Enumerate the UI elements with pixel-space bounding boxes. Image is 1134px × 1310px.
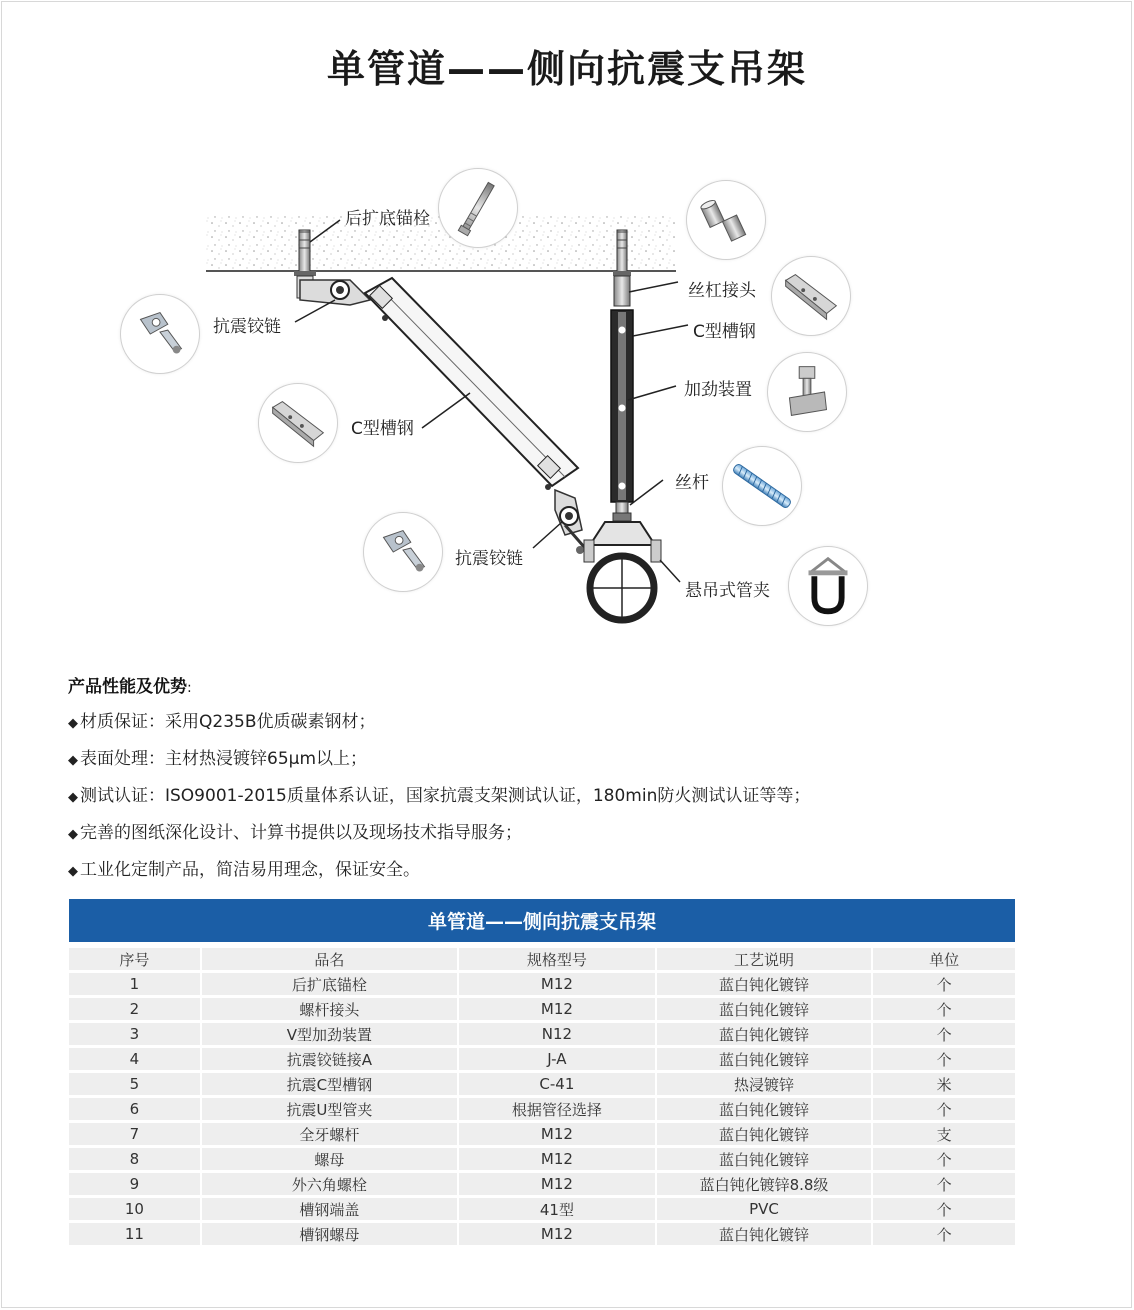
cell-index: 10 [69,1198,200,1220]
cell-unit: 个 [873,1048,1015,1070]
table-row [69,998,1015,1020]
cell-name: 全牙螺杆 [202,1123,457,1145]
thumb-stiffener-icon [767,352,847,432]
cell-spec: 41型 [459,1198,655,1220]
features-title: 产品性能及优势: [68,677,192,697]
label-hinge-bottom: 抗震铰链 [455,549,523,569]
cell-unit: 个 [873,1173,1015,1195]
cell-spec: C-41 [459,1073,655,1095]
cell-unit: 个 [873,1023,1015,1045]
cell-unit: 个 [873,1148,1015,1170]
feature-item: ◆ 表面处理：主材热浸镀锌65μm以上； [68,749,368,769]
cell-unit: 个 [873,1223,1015,1245]
table-row [69,1048,1015,1070]
features-section [68,672,1068,896]
thumb-hinge-bottom-icon [363,512,443,592]
cell-unit: 个 [873,998,1015,1020]
feature-item: ◆ 工业化定制产品，简洁易用理念，保证安全。 [68,860,420,880]
label-threaded-rod: 丝杆 [675,473,709,493]
cell-spec: N12 [459,1023,655,1045]
cell-spec: M12 [459,1173,655,1195]
cell-index: 3 [69,1023,200,1045]
label-c-channel-right: C型槽钢 [693,322,756,342]
cell-name: 槽钢螺母 [202,1223,457,1245]
header-name: 品名 [202,948,457,970]
cell-process: 蓝白钝化镀锌 [657,998,872,1020]
cell-process: 热浸镀锌 [657,1073,872,1095]
thumb-rod-connector-icon [686,180,766,260]
label-pipe-clamp: 悬吊式管夹 [685,581,770,601]
table-row [69,1073,1015,1095]
header-index: 序号 [69,948,200,970]
thumb-hinge-top-icon [120,294,200,374]
cell-process: 蓝白钝化镀锌 [657,1123,872,1145]
cell-spec: M12 [459,973,655,995]
thumb-threaded-rod-icon [722,446,802,526]
thumb-c-channel-left-icon [258,383,338,463]
cell-name: 抗震铰链接A [202,1048,457,1070]
cell-unit: 米 [873,1073,1015,1095]
cell-index: 2 [69,998,200,1020]
cell-process: 蓝白钝化镀锌 [657,1023,872,1045]
cell-process: 蓝白钝化镀锌8.8级 [657,1173,872,1195]
cell-index: 4 [69,1048,200,1070]
label-c-channel-left: C型槽钢 [351,419,414,439]
page-title: 单管道——侧向抗震支吊架 [326,47,807,91]
cell-name: 抗震C型槽钢 [202,1073,457,1095]
header-unit: 单位 [873,948,1015,970]
label-anchor-bolt: 后扩底锚栓 [345,209,430,229]
support-diagram [0,150,1134,650]
cell-spec: 根据管径选择 [459,1098,655,1120]
vertical-assembly [611,230,633,521]
table-row [69,1148,1015,1170]
cell-name: 外六角螺栓 [202,1173,457,1195]
cell-index: 9 [69,1173,200,1195]
cell-unit: 个 [873,1198,1015,1220]
cell-process: 蓝白钝化镀锌 [657,1148,872,1170]
cell-process: 蓝白钝化镀锌 [657,1048,872,1070]
spec-table [67,896,1017,1248]
label-rod-connector: 丝杠接头 [688,281,756,301]
cell-name: 螺母 [202,1148,457,1170]
thumb-pipe-clamp-icon [788,546,868,626]
cell-name: 螺杆接头 [202,998,457,1020]
cell-spec: M12 [459,1148,655,1170]
feature-item: ◆ 测试认证：ISO9001-2015质量体系认证，国家抗震支架测试认证，180min防火测试认证等等； [68,786,811,806]
cell-name: 抗震U型管夹 [202,1098,457,1120]
cell-process: 蓝白钝化镀锌 [657,1098,872,1120]
hinge-bottom [555,490,585,554]
label-stiffener: 加劲装置 [684,380,752,400]
table-row [69,1223,1015,1245]
pipe-clamp [584,522,661,620]
header-spec: 规格型号 [459,948,655,970]
cell-index: 11 [69,1223,200,1245]
cell-name: 槽钢端盖 [202,1198,457,1220]
cell-process: 蓝白钝化镀锌 [657,1223,872,1245]
table-row [69,1023,1015,1045]
cell-unit: 个 [873,1098,1015,1120]
table-row [69,1098,1015,1120]
cell-spec: J-A [459,1048,655,1070]
cell-name: V型加劲装置 [202,1023,457,1045]
table-row [69,1123,1015,1145]
feature-item: ◆ 材质保证：采用Q235B优质碳素钢材； [68,712,376,732]
cell-process: PVC [657,1198,872,1220]
table-title: 单管道——侧向抗震支吊架 [69,899,1015,945]
cell-index: 7 [69,1123,200,1145]
thumb-anchor-bolt-icon [438,168,518,248]
table-row [69,973,1015,995]
cell-index: 1 [69,973,200,995]
label-hinge-top: 抗震铰链 [213,317,281,337]
cell-spec: M12 [459,1223,655,1245]
diagonal-c-channel [365,278,578,490]
cell-index: 8 [69,1148,200,1170]
cell-index: 5 [69,1073,200,1095]
cell-index: 6 [69,1098,200,1120]
cell-name: 后扩底锚栓 [202,973,457,995]
table-header-row [69,948,1015,970]
hinge-top [300,280,370,305]
table-row [69,1173,1015,1195]
support-diagram-drawing [0,150,1134,650]
header-process: 工艺说明 [657,948,872,970]
cell-spec: M12 [459,998,655,1020]
cell-unit: 支 [873,1123,1015,1145]
cell-unit: 个 [873,973,1015,995]
feature-item: ◆ 完善的图纸深化设计、计算书提供以及现场技术指导服务； [68,823,522,843]
cell-process: 蓝白钝化镀锌 [657,973,872,995]
thumb-c-channel-right-icon [771,256,851,336]
table-row [69,1198,1015,1220]
cell-spec: M12 [459,1123,655,1145]
